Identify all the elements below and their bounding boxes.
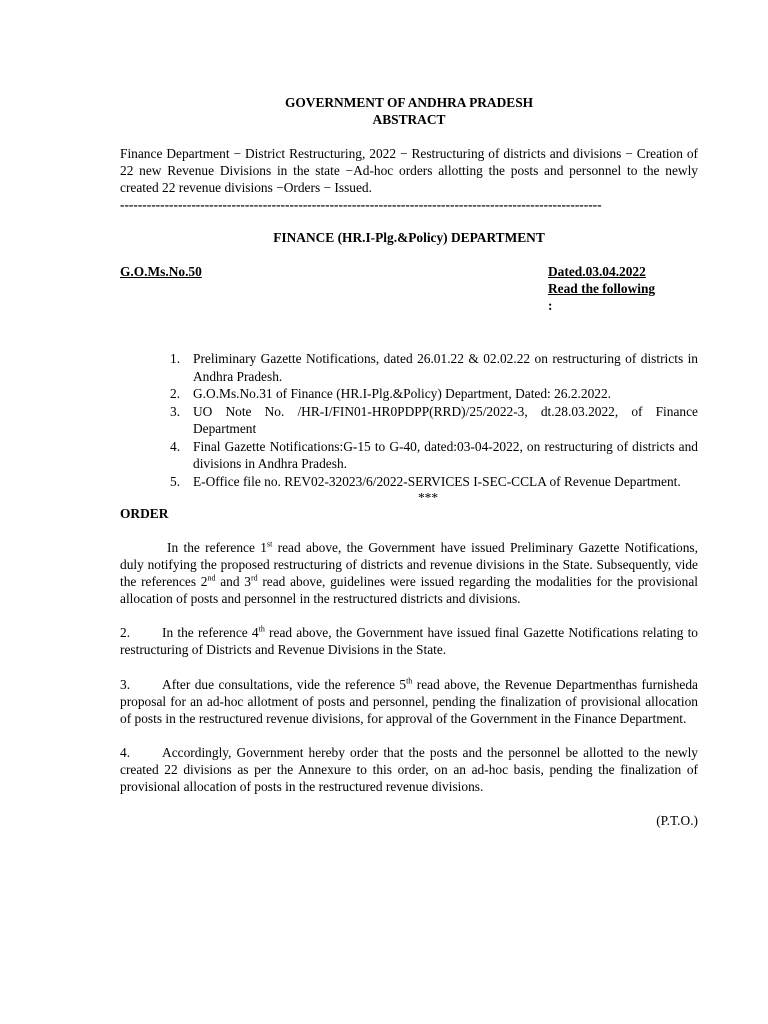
para3-number: 3. [120, 676, 131, 692]
reference-text: G.O.Ms.No.31 of Finance (HR.I-Plg.&Policy) Department, Dated: 26.2.2022. [193, 386, 612, 401]
reference-item [120, 385, 698, 403]
reference-number: 4. [170, 438, 181, 454]
para4-number: 4. [120, 744, 131, 760]
reference-number: 3. [170, 403, 181, 419]
order-paragraph-4 [120, 744, 698, 795]
para3-sup: th [406, 676, 413, 686]
reference-item [120, 403, 698, 438]
go-date-block [548, 263, 698, 314]
para1-part-c: and 3 [215, 574, 251, 590]
separator-line: ------------------------------------------------------------------------------------------------------------ [120, 197, 602, 212]
reference-text: UO Note No. /HR-I/FIN01-HR0PDPP(RRD)/25/2022-3, dt.28.03.2022, of Finance Department [193, 403, 698, 436]
references-list [120, 350, 698, 490]
reference-number: 5. [170, 473, 181, 489]
reference-text: Preliminary Gazette Notifications, dated 26.01.22 & 02.02.22 on restructuring of districts in Andhra Pradesh. [193, 351, 698, 384]
go-date: Dated.03.04.2022 [548, 264, 646, 279]
para1-part-b: read above, the Government have issued Preliminary Gazette Notifications, duly notifying the proposed restructuring of districts and revenue divisions in the State. Subsequently, vide the references 2 [120, 540, 698, 590]
reference-item [120, 473, 698, 491]
order-paragraph-1 [120, 539, 698, 607]
go-number: G.O.Ms.No.50 [120, 264, 202, 279]
read-colon: : [548, 298, 553, 313]
go-header-row [120, 263, 698, 314]
reference-item [120, 438, 698, 473]
pto-marker: (P.T.O.) [656, 813, 698, 829]
reference-number: 1. [170, 351, 181, 366]
order-paragraph-2 [120, 624, 698, 658]
abstract-title: ABSTRACT [372, 112, 446, 127]
para2-part-b: read above, the Government have issued final Gazette Notifications relating to restructuring of Districts and Revenue Divisions in the State. [120, 625, 699, 658]
para1-sup-3: rd [250, 573, 258, 583]
reference-number: 2. [170, 386, 181, 401]
reference-text: E-Office file no. REV02-32023/6/2022-SERVICES I-SEC-CCLA of Revenue Department. [193, 473, 681, 489]
para2-number: 2. [120, 625, 131, 641]
order-paragraph-3 [120, 676, 698, 727]
para2-sup: th [258, 624, 265, 634]
para4-text: Accordingly, Government hereby order that the posts and the personnel be allotted to the newly created 22 divisions as per the Annexure to this order, on an ad-hoc basis, pending the finalization of provisional allocation of posts in the restructured revenue divisions. [120, 744, 698, 795]
para1-sup-1: st [266, 539, 273, 549]
department-title: FINANCE (HR.I-Plg.&Policy) DEPARTMENT [273, 230, 545, 245]
reference-text: Final Gazette Notifications:G-15 to G-40, dated:03-04-2022, on restructuring of districts and divisions in Andhra Pradesh. [193, 438, 698, 471]
para3-part-b: read above, the Revenue Departmenthas furnisheda proposal for an ad-hoc allotment of posts and personnel, pending the finalization of provisional allocation of posts in the restructured revenue divisions, for approval of the Government in the Finance Department. [120, 676, 698, 726]
para2-part-a: In the reference 4 [162, 625, 259, 641]
document-page [120, 94, 698, 829]
para1-sup-2: nd [207, 573, 216, 583]
para1-part-d: read above, guidelines were issued regarding the modalities for the provisional allocation of posts and personnel in the restructured districts and divisions. [120, 574, 698, 607]
read-following: Read the following [548, 281, 656, 296]
read-following-line [548, 280, 698, 314]
para1-part-a: In the reference 1 [167, 540, 267, 555]
abstract-text: Finance Department − District Restructuring, 2022 − Restructuring of districts and divisions − Creation of 22 new Revenue Divisions in the state −Ad-hoc orders allotting the posts and personnel to the newly created 22 revenue divisions −Orders − Issued. [120, 146, 698, 195]
government-title: GOVERNMENT OF ANDHRA PRADESH [284, 95, 534, 110]
order-heading: ORDER [120, 506, 169, 521]
para3-part-a: After due consultations, vide the reference 5 [162, 676, 407, 692]
section-stars: *** [417, 490, 439, 505]
reference-item [120, 350, 698, 385]
